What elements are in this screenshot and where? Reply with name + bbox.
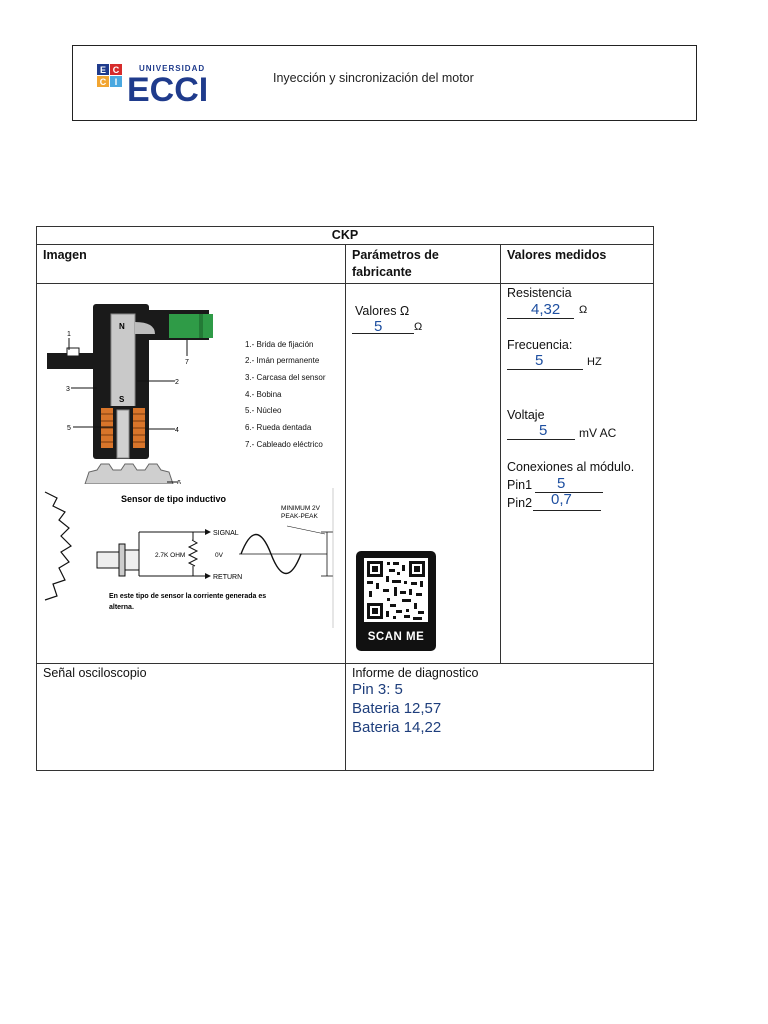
manufacturer-unit: Ω [414,321,423,333]
legend-item-7: 7.- Cableado eléctrico [245,440,323,449]
legend-item-4: 4.- Bobina [245,390,282,399]
voltage-unit: mV AC [579,426,617,440]
resistance-value: 4,32 [531,301,561,318]
image-cell [37,284,346,664]
return-label: RETURN [213,574,243,581]
callout-1: 1 [67,331,71,338]
callout-3: 3 [66,386,70,393]
pin2-value: 0,7 [551,491,572,508]
col-header-manufacturer: Parámetros de fabricante [346,245,501,284]
legend-item-6: 6.- Rueda dentada [245,423,312,432]
col-header-image: Imagen [37,245,346,284]
document-title: Inyección y sincronización del motor [273,71,474,85]
pole-n: N [119,322,125,331]
pin1-label: Pin1 [507,478,533,492]
frequency-value: 5 [535,352,544,369]
ecci-logo [97,56,237,108]
diagnostic-line-1: Pin 3: 5 [352,681,403,698]
sensor-diagram [37,284,345,484]
resistor-symbol [189,540,197,566]
manufacturer-value: 5 [374,318,383,335]
legend-item-5: 5.- Núcleo [245,406,282,415]
manufacturer-values-label: Valores Ω [355,304,410,318]
voltage-value: 5 [539,422,548,439]
logo-main-text: ECCI [127,71,209,108]
legend-item-1: 1.- Brida de fijación [245,340,314,349]
frequency-label: Frecuencia: [507,338,573,352]
logo-letter-4: I [114,77,118,87]
diagnostic-label: Informe de diagnostico [352,666,479,680]
logo-letter-1: E [99,65,107,75]
callout-7: 7 [185,359,189,366]
logo-top-text: UNIVERSIDAD [139,64,206,73]
pin1-value: 5 [557,475,566,492]
legend-item-2: 2.- Imán permanente [245,356,320,365]
logo-letter-2: C [112,65,120,75]
callout-6: 6 [177,480,181,484]
table-title: CKP [37,227,654,245]
reluctor-wheel [45,492,71,600]
minimum-label-1: MINIMUM 2V [281,505,320,512]
connections-label: Conexiones al módulo. [507,460,635,474]
resistance-label: Resistencia [507,286,572,300]
col-header-measured: Valores medidos [501,245,654,284]
oscilloscope-cell [37,664,346,771]
voltage-label: Voltaje [507,408,545,422]
measured-cell [501,284,654,664]
zero-volt-label: 0V [215,552,223,559]
diagnostic-line-3: Bateria 14,22 [352,719,442,736]
inductive-circuit-diagram [37,488,337,636]
callout-4: 4 [175,427,179,434]
manufacturer-cell [346,284,501,664]
logo-letter-3: C [99,77,107,87]
qr-code[interactable] [356,551,436,651]
pin2-label: Pin2 [507,496,533,510]
document-header [72,45,697,121]
diagnostic-line-2: Bateria 12,57 [352,700,442,717]
diagnostic-cell [346,664,654,771]
minimum-label-2: PEAK-PEAK [281,513,318,520]
qr-pattern [356,551,436,631]
callout-2: 2 [175,379,179,386]
oscilloscope-label: Señal osciloscopio [43,666,147,680]
note-line-1: En este tipo de sensor la corriente generada es [109,593,267,600]
resistor-label: 2.7K OHM [155,552,186,559]
frequency-unit: HZ [587,356,602,368]
legend-item-3: 3.- Carcasa del sensor [245,373,326,382]
resistance-unit: Ω [579,304,588,316]
pole-s: S [119,395,125,404]
circuit-title: Sensor de tipo inductivo [121,494,227,504]
qr-caption: SCAN ME [367,631,425,643]
ckp-table [36,226,654,771]
toothed-wheel [85,464,173,484]
signal-label: SIGNAL [213,530,239,537]
note-line-2: alterna. [109,604,134,611]
callout-5: 5 [67,425,71,432]
